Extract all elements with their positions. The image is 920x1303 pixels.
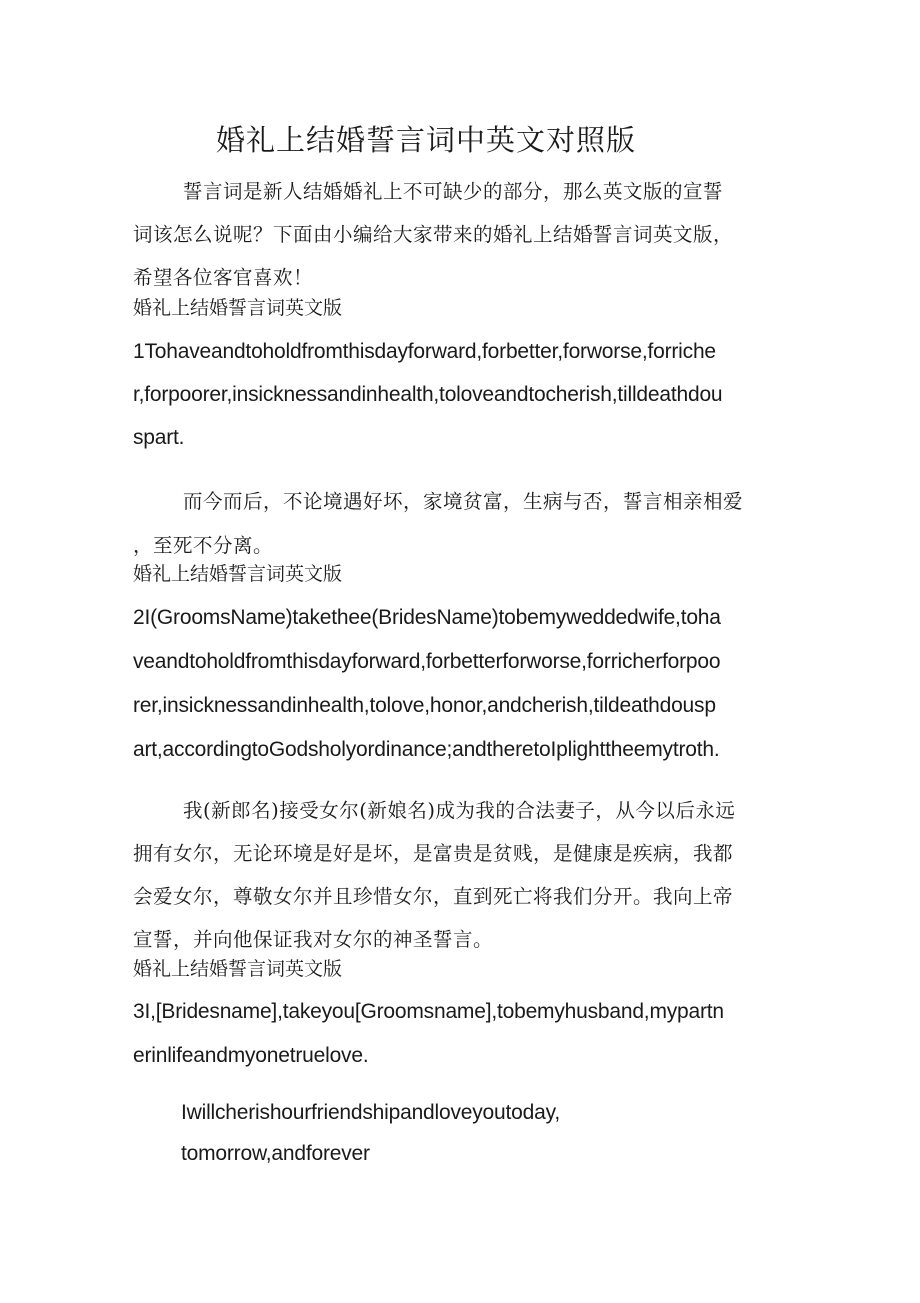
section-2-heading: 婚礼上结婚誓言词英文版 <box>133 563 343 585</box>
section-3-english-indented-line-1: Iwillcherishourfriendshipandloveyoutoday, <box>181 1101 560 1124</box>
intro-line-2: 词该怎么说呢？下面由小编给大家带来的婚礼上结婚誓言词英文版， <box>133 223 734 246</box>
section-2-english-line-3: rer,insicknessandinhealth,tolove,honor,andcherish,tildeathdousp <box>133 694 716 717</box>
section-2-chinese-line-4: 宣誓，并向他保证我对女尔的神圣誓言。 <box>133 928 494 951</box>
section-1-english-line-1: 1Tohaveandtoholdfromthisdayforward,forbetter,forworse,forriche <box>133 340 716 363</box>
section-2-chinese-line-3: 会爱女尔，尊敬女尔并且珍惜女尔，直到死亡将我们分开。我向上帝 <box>133 885 734 908</box>
section-3-english-line-1: 3I,[Bridesname],takeyou[Groomsname],tobemyhusband,mypartn <box>133 1000 724 1023</box>
section-1-english-line-3: spart. <box>133 426 185 449</box>
section-2-chinese-line-2: 拥有女尔，无论环境是好是坏，是富贵是贫贱，是健康是疾病，我都 <box>133 842 734 865</box>
section-2-english-line-4: art,accordingtoGodsholyordinance;andtheretoIplighttheemytroth. <box>133 738 720 761</box>
intro-line-1: 誓言词是新人结婚婚礼上不可缺少的部分，那么英文版的宣誓 <box>183 180 724 203</box>
section-1-heading: 婚礼上结婚誓言词英文版 <box>133 297 343 319</box>
section-2-chinese-line-1: 我(新郎名)接受女尔(新娘名)成为我的合法妻子，从今以后永远 <box>183 799 736 822</box>
section-3-english-indented-line-2: tomorrow,andforever <box>181 1142 370 1165</box>
section-2-english-line-1: 2I(GroomsName)takethee(BridesName)tobemyweddedwife,toha <box>133 606 721 629</box>
section-2-english-line-2: veandtoholdfromthisdayforward,forbetterforworse,forricherforpoo <box>133 650 721 673</box>
intro-line-3: 希望各位客官喜欢！ <box>133 266 314 289</box>
section-3-english-line-2: erinlifeandmyonetruelove. <box>133 1044 369 1067</box>
section-3-heading: 婚礼上结婚誓言词英文版 <box>133 958 343 980</box>
document-title: 婚礼上结婚誓言词中英文对照版 <box>216 123 637 157</box>
section-1-english-line-2: r,forpoorer,insicknessandinhealth,toloveandtocherish,tilldeathdou <box>133 383 723 406</box>
section-1-chinese-line-2: ，至死不分离。 <box>133 534 274 557</box>
section-1-chinese-line-1: 而今而后，不论境遇好坏，家境贫富，生病与否，誓言相亲相爱 <box>183 490 744 513</box>
